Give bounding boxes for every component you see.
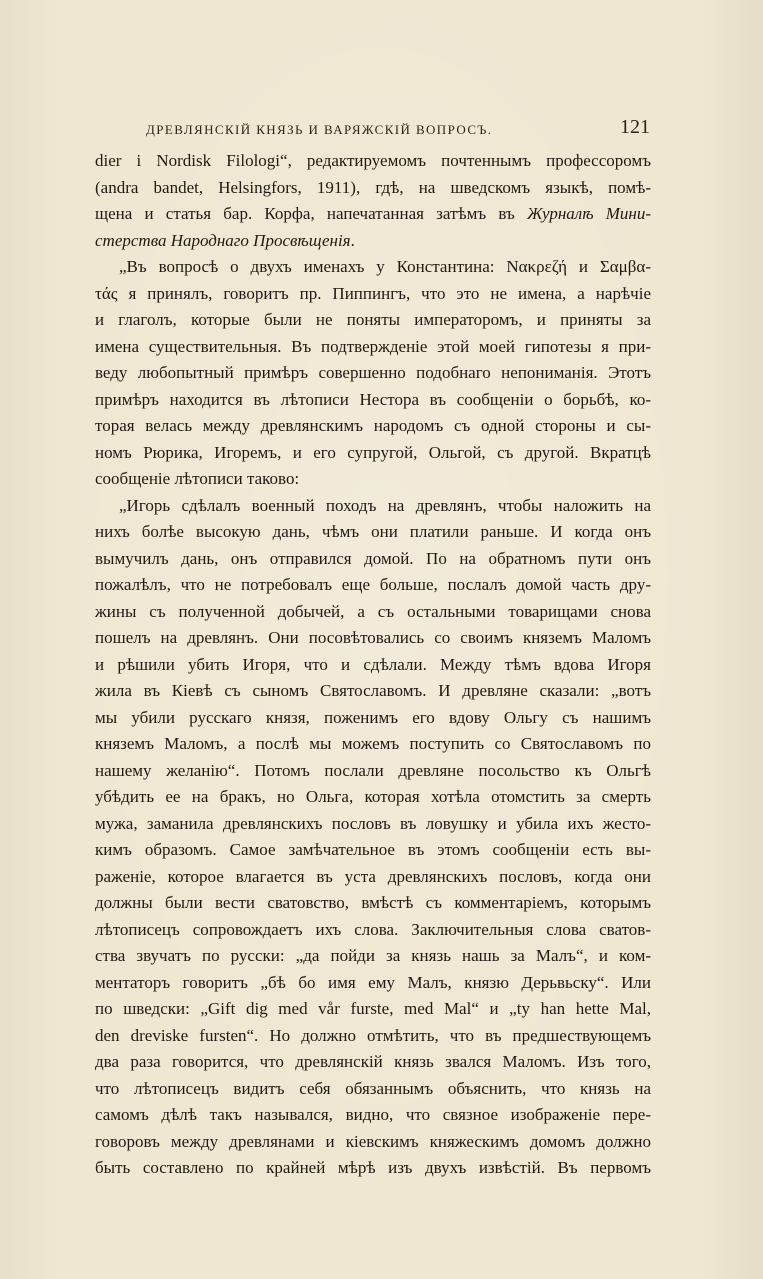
text-line: убѣдить ее на бракъ, но Ольга, которая хотѣла отомстить за смерть (95, 787, 651, 806)
journal-title-part: Журналѣ Мини- (526, 204, 651, 223)
text-line: вымучилъ дань, онъ отправился домой. По на обратномъ пути онъ (95, 548, 651, 568)
text-line: мужа, заманила древлянскихъ пословъ въ ловушку и убила ихъ жесто- (95, 813, 651, 833)
text-line: щена и статья бар. Корфа, напечатанная затѣмъ въ Журналѣ Мини- (95, 204, 651, 223)
text-line: имена существительныя. Въ подтвержденіе этой моей гипотезы я при- (95, 336, 651, 356)
text-line: по шведски: „Gift dig med vår furste, med Mal“ и „ty han hette Mal, (95, 999, 651, 1018)
body-text (95, 148, 651, 1182)
text-line: что лѣтописецъ видитъ себя обязаннымъ объяснить, что князь на (95, 1078, 651, 1098)
text-line: (andra bandet, Helsingfors, 1911), гдѣ, на шведскомъ языкѣ, помѣ- (95, 177, 651, 197)
text-line: нашему желанію“. Потомъ послали древляне посольство къ Ольгѣ (95, 760, 651, 780)
text-line: den dreviske fursten“. Но должно отмѣтить, что въ предшествующемъ (95, 1025, 651, 1045)
text-line: должны были вести сватовство, вмѣстѣ съ комментаріемъ, которымъ (95, 893, 651, 912)
text-line: пошелъ на древлянъ. Они посовѣтовались со своимъ княземъ Маломъ (95, 628, 651, 647)
text-line: номъ Рюрика, Игоремъ, и его супругой, Ольгой, съ другой. Вкратцѣ (95, 442, 651, 462)
text-line: быть составлено по крайней мѣрѣ изъ двухъ извѣстій. Въ первомъ (95, 1158, 651, 1177)
text-line: ства звучатъ по русски: „да пойди за князь нашь за Малъ“, и ком- (95, 946, 651, 965)
text-line: сообщеніе лѣтописи таково: (95, 469, 300, 488)
text-line: нихъ болѣе высокую дань, чѣмъ они платили раньше. И когда онъ (95, 522, 651, 541)
journal-title-part: стерства Народнаго Просвѣщенія (95, 230, 351, 250)
text-line: мы убили русскаго князя, поженимъ его вдову Ольгу съ нашимъ (95, 707, 651, 727)
text-line: княземъ Маломъ, а послѣ мы можемъ поступить со Святославомъ по (95, 734, 651, 753)
text-line: ментаторъ говоритъ „бѣ бо имя ему Малъ, князю Дерьвьску“. Или (95, 972, 651, 992)
text-line: τάς я принялъ, говоритъ пр. Пиппингъ, что это не имена, а нарѣчіе (95, 283, 651, 303)
text-line: dier i Nordisk Filologi“, редактируемомъ почтеннымъ профессоромъ (95, 151, 651, 170)
text-line: кимъ образомъ. Самое замѣчательное въ этомъ сообщеніи есть вы- (95, 840, 651, 859)
running-head: ДРЕВЛЯНСКІЙ КНЯЗЬ И ВАРЯЖСКІЙ ВОПРОСЪ. (146, 122, 493, 137)
text-line: раженіе, которое влагается въ уста древлянскихъ пословъ, когда они (95, 866, 651, 886)
text-line: веду любопытный примѣръ совершенно подобнаго непониманія. Этотъ (95, 363, 651, 382)
page-number: 121 (620, 116, 650, 138)
text-line: два раза говорится, что древлянскій князь звался Маломъ. Изъ того, (95, 1052, 651, 1071)
page-header (146, 118, 650, 142)
text-line: примѣръ находится въ лѣтописи Нестора въ сообщеніи о борьбѣ, ко- (95, 389, 651, 409)
text-line: и глаголъ, которые были не поняты императоромъ, и приняты за (95, 310, 651, 329)
text-line: пожалѣлъ, что не потребовалъ еще больше, послалъ домой часть дру- (95, 575, 651, 594)
text-line: жины съ полученной добычей, а съ остальными товарищами снова (95, 601, 651, 621)
text-line: и рѣшили убить Игоря, что и сдѣлали. Между тѣмъ вдова Игоря (95, 654, 651, 674)
text-line: жила въ Кіевѣ съ сыномъ Святославомъ. И древляне сказали: „вотъ (95, 681, 651, 700)
text-line: говоровъ между древлянами и кіевскимъ княжескимъ домомъ должно (95, 1131, 651, 1151)
text-line: стерства Народнаго Просвѣщенія. (95, 230, 355, 250)
text-line: „Въ вопросѣ о двухъ именахъ у Константина: Νακρεζή и Σαμβα- (119, 257, 651, 276)
text-line: торая велась между древлянскимъ народомъ съ одной стороны и сы- (95, 416, 651, 435)
text-line: „Игорь сдѣлалъ военный походъ на древлянъ, чтобы наложить на (119, 495, 651, 515)
text-line: самомъ дѣлѣ такъ назывался, видно, что связное изображеніе пере- (95, 1105, 651, 1124)
text-line: лѣтописецъ сопровождаетъ ихъ слова. Заключительныя слова сватов- (95, 919, 651, 939)
